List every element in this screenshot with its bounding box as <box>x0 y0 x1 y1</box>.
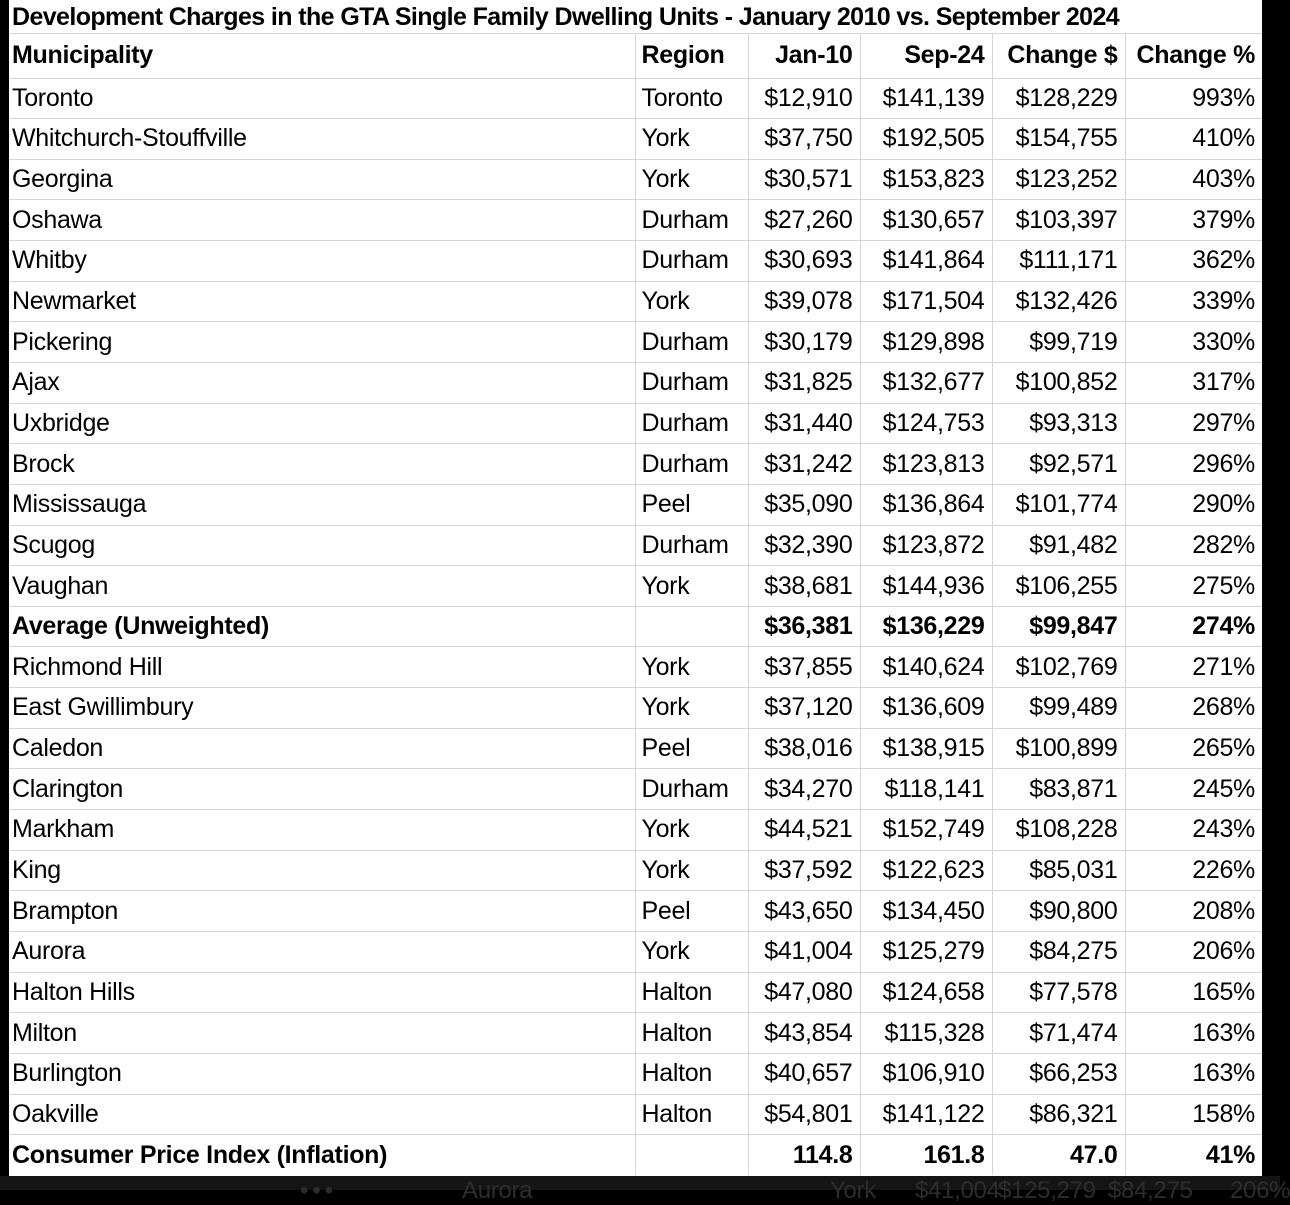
cell-sep24: $122,623 <box>860 850 992 891</box>
cell-sep24: $124,658 <box>860 972 992 1013</box>
cell-region: York <box>635 281 748 322</box>
cell-change-pct: 268% <box>1125 688 1262 729</box>
cell-change-pct: 330% <box>1125 322 1262 363</box>
cell-municipality: King <box>9 850 635 891</box>
cell-change-dollar: $128,229 <box>992 78 1125 119</box>
table-row <box>9 525 1262 566</box>
data-table <box>9 34 1262 1175</box>
cell-change-dollar: $123,252 <box>992 159 1125 200</box>
cell-change-dollar: $84,275 <box>992 931 1125 972</box>
cell-municipality: Milton <box>9 1013 635 1054</box>
cell-region: Durham <box>635 769 748 810</box>
cell-change-pct: 993% <box>1125 78 1262 119</box>
table-row <box>9 241 1262 282</box>
cell-jan10: $41,004 <box>748 931 860 972</box>
cell-municipality: Aurora <box>9 931 635 972</box>
cell-change-pct: 339% <box>1125 281 1262 322</box>
table-row <box>9 78 1262 119</box>
cell-sep24: $118,141 <box>860 769 992 810</box>
cell-region: Durham <box>635 241 748 282</box>
cell-sep24: $115,328 <box>860 1013 992 1054</box>
table-row <box>9 444 1262 485</box>
cell-jan10: $36,381 <box>748 606 860 647</box>
cell-change-dollar: $99,719 <box>992 322 1125 363</box>
cell-sep24: $141,139 <box>860 78 992 119</box>
cell-change-pct: 158% <box>1125 1094 1262 1135</box>
cell-change-dollar: $111,171 <box>992 241 1125 282</box>
cell-municipality: Consumer Price Index (Inflation) <box>9 1135 635 1176</box>
cell-jan10: $12,910 <box>748 78 860 119</box>
cell-jan10: 114.8 <box>748 1135 860 1176</box>
table-row <box>9 688 1262 729</box>
cell-region: Durham <box>635 322 748 363</box>
table-row <box>9 1135 1262 1176</box>
ghost-municipality: Aurora <box>462 1177 533 1204</box>
cell-municipality: Newmarket <box>9 281 635 322</box>
cell-change-dollar: $101,774 <box>992 484 1125 525</box>
cell-jan10: $27,260 <box>748 200 860 241</box>
cell-change-pct: 403% <box>1125 159 1262 200</box>
cell-region: Toronto <box>635 78 748 119</box>
cell-change-pct: 208% <box>1125 891 1262 932</box>
table-row <box>9 606 1262 647</box>
cell-change-pct: 226% <box>1125 850 1262 891</box>
cell-change-dollar: $66,253 <box>992 1053 1125 1094</box>
cell-jan10: $43,650 <box>748 891 860 932</box>
table-row <box>9 1053 1262 1094</box>
cell-jan10: $30,571 <box>748 159 860 200</box>
cell-sep24: $123,872 <box>860 525 992 566</box>
cell-municipality: Oakville <box>9 1094 635 1135</box>
table-row <box>9 484 1262 525</box>
table-row <box>9 1013 1262 1054</box>
cell-sep24: 161.8 <box>860 1135 992 1176</box>
cell-sep24: $125,279 <box>860 931 992 972</box>
table-row <box>9 769 1262 810</box>
cell-change-dollar: $99,489 <box>992 688 1125 729</box>
col-header-change-pct: Change % <box>1125 34 1262 78</box>
cell-region: York <box>635 850 748 891</box>
cell-change-dollar: $99,847 <box>992 606 1125 647</box>
cell-region: Durham <box>635 525 748 566</box>
cell-change-pct: 362% <box>1125 241 1262 282</box>
cell-municipality: Ajax <box>9 362 635 403</box>
cell-region: Peel <box>635 891 748 932</box>
cell-change-pct: 265% <box>1125 728 1262 769</box>
cell-region: Durham <box>635 403 748 444</box>
cell-change-dollar: $93,313 <box>992 403 1125 444</box>
cell-change-pct: 41% <box>1125 1135 1262 1176</box>
col-header-jan10: Jan-10 <box>748 34 860 78</box>
table-row <box>9 322 1262 363</box>
cell-change-dollar: $91,482 <box>992 525 1125 566</box>
cell-change-pct: 165% <box>1125 972 1262 1013</box>
cell-sep24: $123,813 <box>860 444 992 485</box>
ghost-ellipsis: ••• <box>300 1177 338 1204</box>
cell-sep24: $130,657 <box>860 200 992 241</box>
cell-sep24: $171,504 <box>860 281 992 322</box>
cell-change-dollar: $132,426 <box>992 281 1125 322</box>
cell-region: Peel <box>635 484 748 525</box>
table-row <box>9 566 1262 607</box>
cell-change-pct: 290% <box>1125 484 1262 525</box>
cell-jan10: $38,016 <box>748 728 860 769</box>
cell-sep24: $132,677 <box>860 362 992 403</box>
cell-change-pct: 206% <box>1125 931 1262 972</box>
cell-municipality: Oshawa <box>9 200 635 241</box>
cell-jan10: $31,242 <box>748 444 860 485</box>
cell-change-dollar: $77,578 <box>992 972 1125 1013</box>
cell-change-dollar: $92,571 <box>992 444 1125 485</box>
cell-municipality: Richmond Hill <box>9 647 635 688</box>
cell-change-dollar: $85,031 <box>992 850 1125 891</box>
cell-municipality: Clarington <box>9 769 635 810</box>
table-row <box>9 362 1262 403</box>
table-body <box>9 78 1262 1175</box>
cell-region: Halton <box>635 972 748 1013</box>
cell-jan10: $30,179 <box>748 322 860 363</box>
cell-municipality: Pickering <box>9 322 635 363</box>
cell-sep24: $192,505 <box>860 119 992 160</box>
col-header-change-dollar: Change $ <box>992 34 1125 78</box>
cell-sep24: $141,864 <box>860 241 992 282</box>
cell-jan10: $44,521 <box>748 810 860 851</box>
table-row <box>9 200 1262 241</box>
ghost-jan10: $41,004 <box>915 1177 1000 1204</box>
cell-sep24: $138,915 <box>860 728 992 769</box>
cell-region: Halton <box>635 1013 748 1054</box>
cell-change-pct: 245% <box>1125 769 1262 810</box>
cell-jan10: $37,120 <box>748 688 860 729</box>
cell-sep24: $106,910 <box>860 1053 992 1094</box>
table-row <box>9 159 1262 200</box>
cell-change-dollar: $103,397 <box>992 200 1125 241</box>
table-row <box>9 119 1262 160</box>
cell-municipality: Georgina <box>9 159 635 200</box>
cell-municipality: Average (Unweighted) <box>9 606 635 647</box>
cell-municipality: Scugog <box>9 525 635 566</box>
ghost-sep24: $125,279 <box>998 1177 1096 1204</box>
ghost-change-dollar: $84,275 <box>1108 1177 1193 1204</box>
cell-region <box>635 1135 748 1176</box>
cell-change-dollar: 47.0 <box>992 1135 1125 1176</box>
table-row <box>9 972 1262 1013</box>
cell-change-dollar: $154,755 <box>992 119 1125 160</box>
cell-municipality: Whitby <box>9 241 635 282</box>
cell-sep24: $153,823 <box>860 159 992 200</box>
cell-jan10: $47,080 <box>748 972 860 1013</box>
cell-region: Durham <box>635 200 748 241</box>
cell-region: York <box>635 119 748 160</box>
cell-municipality: Burlington <box>9 1053 635 1094</box>
cell-sep24: $152,749 <box>860 810 992 851</box>
cell-region <box>635 606 748 647</box>
cell-region: Durham <box>635 444 748 485</box>
cell-jan10: $39,078 <box>748 281 860 322</box>
cell-municipality: Halton Hills <box>9 972 635 1013</box>
table-row <box>9 1094 1262 1135</box>
cell-sep24: $141,122 <box>860 1094 992 1135</box>
cell-municipality: Uxbridge <box>9 403 635 444</box>
ghost-change-pct: 206% <box>1230 1177 1290 1204</box>
table-row <box>9 931 1262 972</box>
cell-change-dollar: $108,228 <box>992 810 1125 851</box>
cell-change-dollar: $86,321 <box>992 1094 1125 1135</box>
cell-change-dollar: $100,899 <box>992 728 1125 769</box>
cell-change-dollar: $83,871 <box>992 769 1125 810</box>
cell-change-pct: 297% <box>1125 403 1262 444</box>
cell-jan10: $34,270 <box>748 769 860 810</box>
table-row <box>9 891 1262 932</box>
cell-change-dollar: $100,852 <box>992 362 1125 403</box>
cell-sep24: $134,450 <box>860 891 992 932</box>
cell-jan10: $31,440 <box>748 403 860 444</box>
table-row <box>9 281 1262 322</box>
cell-jan10: $37,855 <box>748 647 860 688</box>
cell-change-pct: 282% <box>1125 525 1262 566</box>
cell-change-dollar: $102,769 <box>992 647 1125 688</box>
cell-change-pct: 275% <box>1125 566 1262 607</box>
cell-jan10: $40,657 <box>748 1053 860 1094</box>
cell-municipality: Whitchurch-Stouffville <box>9 119 635 160</box>
col-header-region: Region <box>635 34 748 78</box>
cell-jan10: $43,854 <box>748 1013 860 1054</box>
development-charges-table-sheet <box>9 0 1262 1176</box>
cell-municipality: Mississauga <box>9 484 635 525</box>
cell-region: York <box>635 566 748 607</box>
cell-region: York <box>635 931 748 972</box>
cell-region: York <box>635 159 748 200</box>
cell-municipality: Brock <box>9 444 635 485</box>
cell-region: Durham <box>635 362 748 403</box>
cell-jan10: $54,801 <box>748 1094 860 1135</box>
cell-jan10: $38,681 <box>748 566 860 607</box>
col-header-sep24: Sep-24 <box>860 34 992 78</box>
cell-municipality: Markham <box>9 810 635 851</box>
cell-change-pct: 317% <box>1125 362 1262 403</box>
cell-change-pct: 163% <box>1125 1053 1262 1094</box>
cell-change-pct: 379% <box>1125 200 1262 241</box>
cell-jan10: $32,390 <box>748 525 860 566</box>
cell-change-dollar: $106,255 <box>992 566 1125 607</box>
ghost-region: York <box>830 1177 876 1204</box>
cell-sep24: $129,898 <box>860 322 992 363</box>
cell-sep24: $136,864 <box>860 484 992 525</box>
table-row <box>9 810 1262 851</box>
table-title: Development Charges in the GTA Single Family Dwelling Units - January 2010 vs. September 2024 <box>9 0 1262 34</box>
cell-municipality: Caledon <box>9 728 635 769</box>
cell-municipality: East Gwillimbury <box>9 688 635 729</box>
table-row <box>9 850 1262 891</box>
cell-region: Halton <box>635 1094 748 1135</box>
cell-change-pct: 410% <box>1125 119 1262 160</box>
table-row <box>9 647 1262 688</box>
cell-sep24: $136,609 <box>860 688 992 729</box>
cell-jan10: $35,090 <box>748 484 860 525</box>
cell-municipality: Brampton <box>9 891 635 932</box>
cell-municipality: Vaughan <box>9 566 635 607</box>
cell-change-dollar: $90,800 <box>992 891 1125 932</box>
cell-sep24: $136,229 <box>860 606 992 647</box>
cell-region: Halton <box>635 1053 748 1094</box>
cell-sep24: $144,936 <box>860 566 992 607</box>
cell-sep24: $124,753 <box>860 403 992 444</box>
cell-jan10: $31,825 <box>748 362 860 403</box>
cell-change-pct: 274% <box>1125 606 1262 647</box>
dimmed-background-strip <box>0 1176 1290 1204</box>
cell-jan10: $37,592 <box>748 850 860 891</box>
cell-region: York <box>635 810 748 851</box>
cell-change-pct: 296% <box>1125 444 1262 485</box>
cell-region: York <box>635 647 748 688</box>
header-row <box>9 34 1262 78</box>
table-row <box>9 403 1262 444</box>
cell-region: York <box>635 688 748 729</box>
cell-change-dollar: $71,474 <box>992 1013 1125 1054</box>
cell-sep24: $140,624 <box>860 647 992 688</box>
cell-jan10: $37,750 <box>748 119 860 160</box>
cell-change-pct: 271% <box>1125 647 1262 688</box>
cell-change-pct: 163% <box>1125 1013 1262 1054</box>
cell-municipality: Toronto <box>12 83 94 112</box>
cell-region: Peel <box>635 728 748 769</box>
col-header-municipality: Municipality <box>9 34 635 78</box>
table-row <box>9 728 1262 769</box>
cell-jan10: $30,693 <box>748 241 860 282</box>
cell-change-pct: 243% <box>1125 810 1262 851</box>
